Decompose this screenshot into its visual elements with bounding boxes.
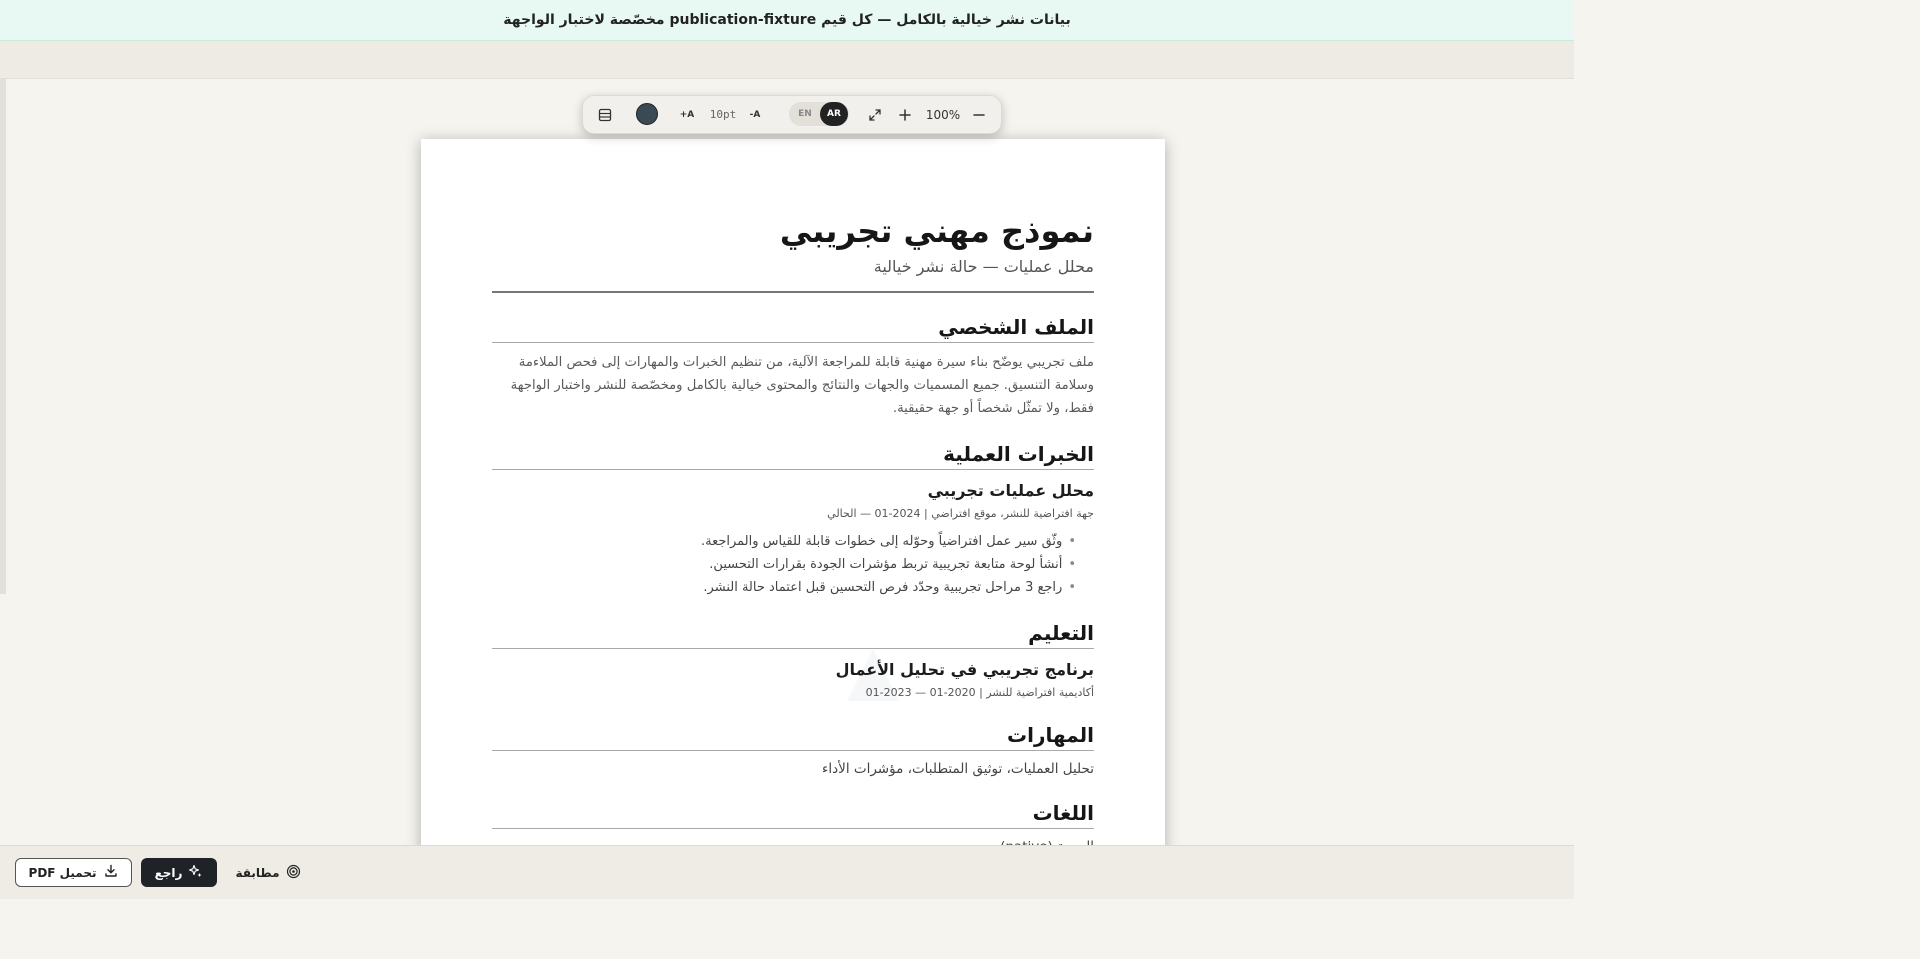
download-pdf-button[interactable] (15, 858, 132, 887)
education-meta: أكاديمية افتراضية للنشر | 2020-01 — 2023-01 (865, 686, 1094, 699)
experience-meta: جهة افتراضية للنشر، موقع افتراضي | 2024-01 — الحالي (827, 507, 1094, 520)
resume-page (421, 139, 1165, 879)
font-decrease-button[interactable]: -A (749, 109, 761, 120)
section-title-skills: المهارات (1007, 723, 1094, 747)
fixture-banner-text: بيانات نشر خيالية بالكامل — كل قيم publication-fixture مخصّصة لاختبار الواجهة (503, 12, 1071, 28)
experience-job-title: محلل عمليات تجريبي (927, 481, 1094, 500)
minus-icon[interactable] (967, 96, 991, 133)
target-icon (286, 864, 301, 882)
section-title-profile: الملف الشخصي (938, 315, 1094, 339)
left-rail (0, 79, 6, 594)
experience-bullet: • راجع 3 مراحل تجريبية وحدّد فرص التحسين قبل اعتماد حالة النشر. (492, 576, 1076, 599)
resume-headline: محلل عمليات — حالة نشر خيالية (873, 257, 1094, 276)
lang-en-option[interactable]: EN (798, 109, 812, 119)
color-swatch-icon[interactable] (636, 103, 658, 125)
fixture-banner (0, 0, 1574, 41)
bottom-action-bar (0, 845, 1574, 899)
education-degree: برنامج تجريبي في تحليل الأعمال (835, 660, 1094, 679)
experience-bullets (492, 530, 1076, 599)
section-divider (492, 469, 1094, 470)
section-divider (492, 828, 1094, 829)
header-divider (492, 291, 1094, 293)
match-label: مطابقة (235, 865, 280, 880)
sparkles-icon (188, 864, 203, 882)
expand-icon[interactable] (863, 96, 887, 133)
section-divider (492, 342, 1094, 343)
section-divider (492, 750, 1094, 751)
experience-bullet: • أنشأ لوحة متابعة تجريبية تربط مؤشرات الجودة بقرارات التحسين. (492, 553, 1076, 576)
resume-name: نموذج مهني تجريبي (779, 212, 1094, 250)
preview-toolbar (582, 95, 1002, 134)
profile-summary: ملف تجريبي يوضّح بناء سيرة مهنية قابلة للمراجعة الآلية، من تنظيم الخبرات والمهارات إلى فحص الملاءمة وسلامة التنسيق. جميع المسميات والجهات والنتائج والمحتوى خيالية بالكامل ومخصّصة للنشر واختبار الواجهة فقط، ولا تمثّل شخصاً أو جهة حقيقية. (510, 355, 1094, 416)
section-title-education: التعليم (1028, 621, 1094, 645)
layout-rows-icon[interactable] (593, 96, 617, 133)
match-button[interactable] (236, 858, 300, 887)
lang-ar-option[interactable]: AR (820, 102, 848, 126)
download-icon (104, 864, 118, 881)
section-divider (492, 648, 1094, 649)
zoom-value: 100% (925, 107, 961, 122)
preview-viewer[interactable] (0, 79, 1574, 845)
review-label: راجع (154, 865, 183, 880)
section-title-experience: الخبرات العملية (943, 442, 1094, 466)
plus-icon[interactable] (893, 96, 917, 133)
section-title-languages: اللغات (1032, 801, 1094, 825)
download-pdf-label: تحميل PDF (28, 865, 97, 880)
top-strip (0, 41, 1574, 79)
language-toggle[interactable] (789, 102, 849, 126)
resume-content (492, 209, 1094, 857)
font-increase-button[interactable]: +A (679, 109, 695, 120)
review-button[interactable] (141, 858, 217, 887)
font-size-value: 10pt (709, 108, 737, 121)
experience-bullet: • وثّق سير عمل افتراضياً وحوّله إلى خطوات قابلة للقياس والمراجعة. (492, 530, 1076, 553)
skills-text: تحليل العمليات، توثيق المتطلبات، مؤشرات الأداء (822, 761, 1094, 777)
